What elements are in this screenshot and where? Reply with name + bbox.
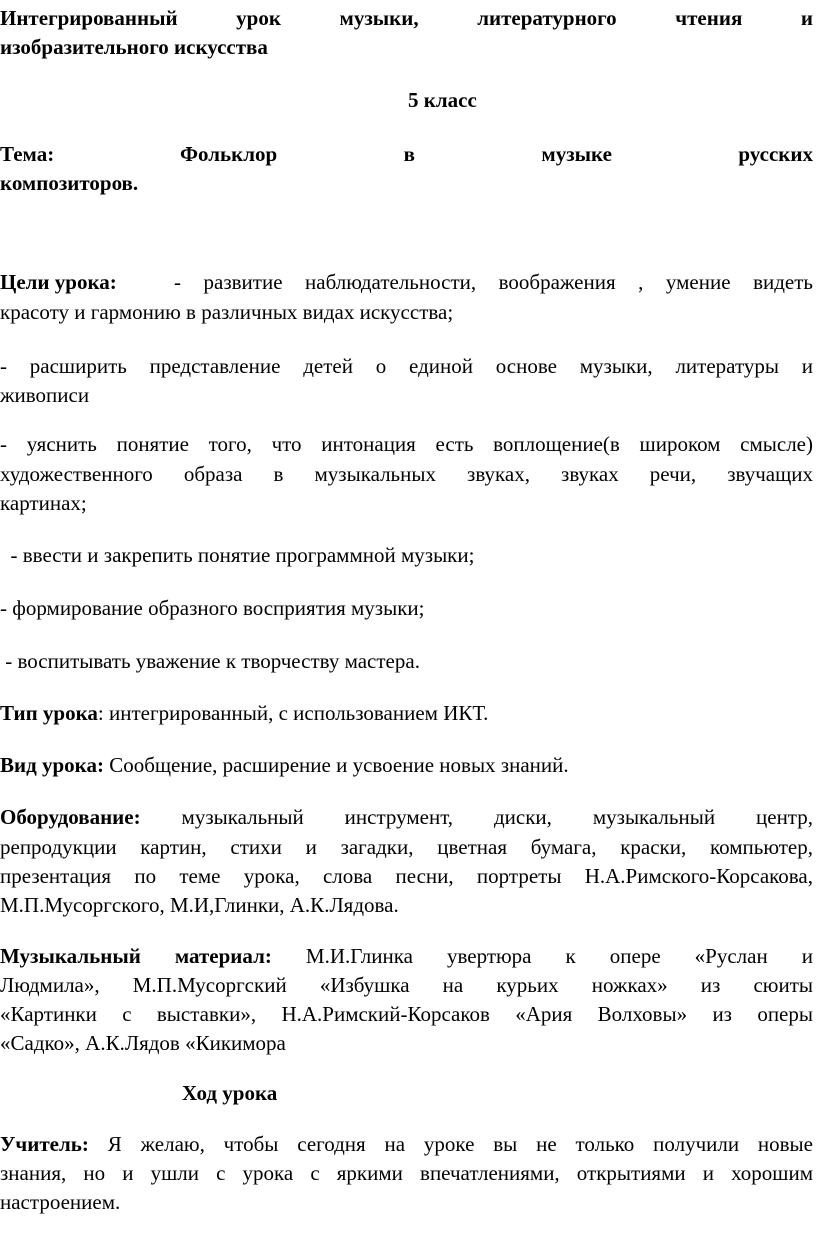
goal-item-2-line-2: живописи [0, 383, 90, 407]
music-material-line-3: «Картинки с выставки», Н.А.Римский-Корсаков «Ария Волховы» из оперы [0, 1002, 813, 1026]
lesson-kind-label: Вид урока: [0, 753, 104, 777]
topic-line-2: композиторов. [0, 171, 139, 195]
music-material-line-1: Музыкальный материал: М.И.Глинка увертюра к опере «Руслан и [0, 944, 813, 968]
teacher-line-2: знания, но и ушли с урока с яркими впечатлениями, открытиями и хорошим [0, 1161, 813, 1185]
lesson-type [0, 697, 813, 729]
topic-text: Фольклор в музыке русских [180, 142, 813, 166]
goal-item-6: - воспитывать уважение к творчеству мастера. [0, 649, 420, 673]
teacher-label: Учитель: [0, 1132, 89, 1156]
goal-item-3-line-1: - уяснить понятие того, что интонация есть воплощение(в широком смысле) [0, 432, 813, 456]
lesson-type-text: : интегрированный, с использованием ИКТ. [97, 701, 489, 725]
music-material-line-4: «Садко», А.К.Лядов «Кикимора [0, 1031, 286, 1055]
equipment-line-2: репродукции картин, стихи и загадки, цветная бумага, краски, компьютер, [0, 835, 813, 859]
lesson-kind-text: Сообщение, расширение и усвоение новых знаний. [103, 753, 569, 777]
teacher-line-1: Учитель: Я желаю, чтобы сегодня на уроке вы не только получили новые [0, 1132, 813, 1156]
goals-line-1 [0, 266, 813, 298]
equipment-line-1: Оборудование: музыкальный инструмент, диски, музыкальный центр, [0, 805, 813, 829]
goals-line-2: красоту и гармонию в различных видах искусства; [0, 300, 454, 324]
goal-item-3-line-3: картинах; [0, 491, 87, 515]
course-heading: Ход урока [182, 1081, 278, 1105]
goals-first-item: - развитие наблюдательности, воображения , умение видеть [174, 270, 813, 294]
goal-item-3-line-2: художественного образа в музыкальных звуках, звуках речи, звучащих [0, 462, 813, 486]
title-line-1: Интегрированный урок музыки, литературного чтения и [0, 6, 813, 30]
music-material-label: Музыкальный материал: [0, 944, 272, 968]
equipment-line-4: М.П.Мусоргского, М.И,Глинки, А.К.Лядова. [0, 893, 399, 917]
music-material-line-2: Людмила», М.П.Мусоргский «Избушка на курьих ножках» из сюиты [0, 973, 813, 997]
topic-label: Тема: [0, 142, 55, 166]
goal-item-2-line-1: - расширить представление детей о единой основе музыки, литературы и [0, 354, 813, 378]
lesson-kind [0, 749, 813, 781]
grade-heading: 5 класс [408, 88, 477, 112]
equipment-line-3: презентация по теме урока, слова песни, портреты Н.А.Римского-Корсакова, [0, 864, 813, 888]
title-line-2: изобразительного искусства [0, 35, 268, 59]
goal-item-4: - ввести и закрепить понятие программной музыки; [0, 543, 475, 567]
goal-item-5: - формирование образного восприятия музыки; [0, 596, 425, 620]
goals-label: Цели урока: [0, 270, 117, 294]
equipment-label: Оборудование: [0, 805, 141, 829]
topic-line-1 [0, 138, 813, 170]
teacher-line-3: настроением. [0, 1190, 121, 1214]
lesson-type-label: Тип урока [0, 701, 98, 725]
